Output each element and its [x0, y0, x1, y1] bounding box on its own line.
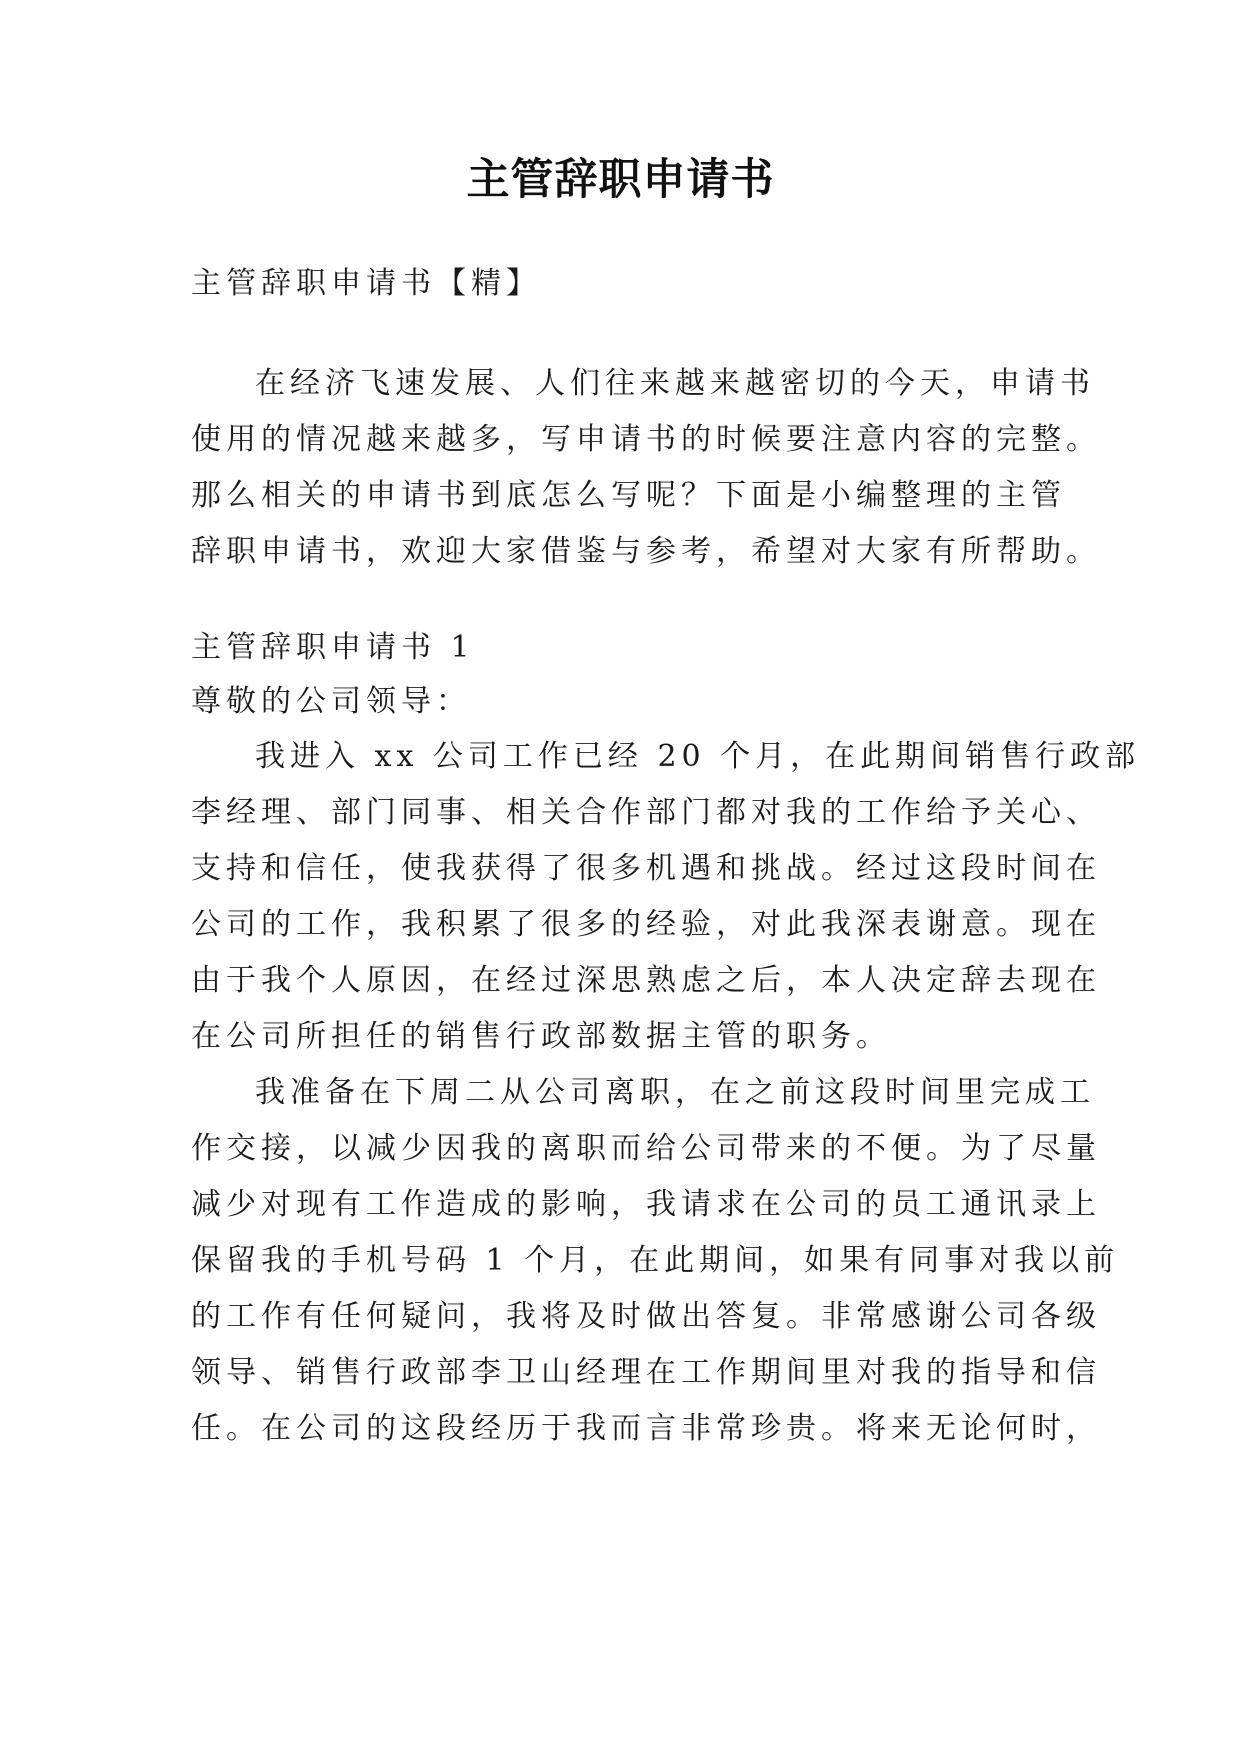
document-title: 主管辞职申请书	[466, 155, 775, 205]
paragraph-line: 减少对现有工作造成的影响，我请求在公司的员工通讯录上	[191, 1187, 1101, 1222]
intro-line: 在经济飞速发展、人们往来越来越密切的今天，申请书	[255, 366, 1095, 401]
paragraph-line: 由于我个人原因，在经过深思熟虑之后，本人决定辞去现在	[191, 963, 1101, 998]
paragraph-line: 保留我的手机号码 1 个月，在此期间，如果有同事对我以前	[191, 1243, 1120, 1278]
intro-line: 辞职申请书，欢迎大家借鉴与参考，希望对大家有所帮助。	[191, 534, 1101, 569]
paragraph-line: 我进入 xx 公司工作已经 20 个月，在此期间销售行政部	[255, 739, 1141, 774]
paragraph-line: 支持和信任，使我获得了很多机遇和挑战。经过这段时间在	[191, 851, 1101, 886]
section-heading: 主管辞职申请书 1	[191, 630, 475, 665]
paragraph-line: 领导、销售行政部李卫山经理在工作期间里对我的指导和信	[191, 1355, 1101, 1390]
salutation: 尊敬的公司领导：	[191, 684, 471, 719]
document-subtitle: 主管辞职申请书【精】	[191, 266, 541, 301]
paragraph-line: 任。在公司的这段经历于我而言非常珍贵。将来无论何时，	[191, 1411, 1101, 1446]
paragraph-line: 在公司所担任的销售行政部数据主管的职务。	[191, 1019, 891, 1054]
paragraph-line: 李经理、部门同事、相关合作部门都对我的工作给予关心、	[191, 795, 1101, 830]
intro-line: 使用的情况越来越多，写申请书的时候要注意内容的完整。	[191, 422, 1101, 457]
paragraph-line: 我准备在下周二从公司离职，在之前这段时间里完成工	[255, 1075, 1095, 1110]
paragraph-line: 作交接，以减少因我的离职而给公司带来的不便。为了尽量	[191, 1131, 1101, 1166]
paragraph-line: 的工作有任何疑问，我将及时做出答复。非常感谢公司各级	[191, 1299, 1101, 1334]
paragraph-line: 公司的工作，我积累了很多的经验，对此我深表谢意。现在	[191, 907, 1101, 942]
intro-line: 那么相关的申请书到底怎么写呢？下面是小编整理的主管	[191, 478, 1066, 513]
